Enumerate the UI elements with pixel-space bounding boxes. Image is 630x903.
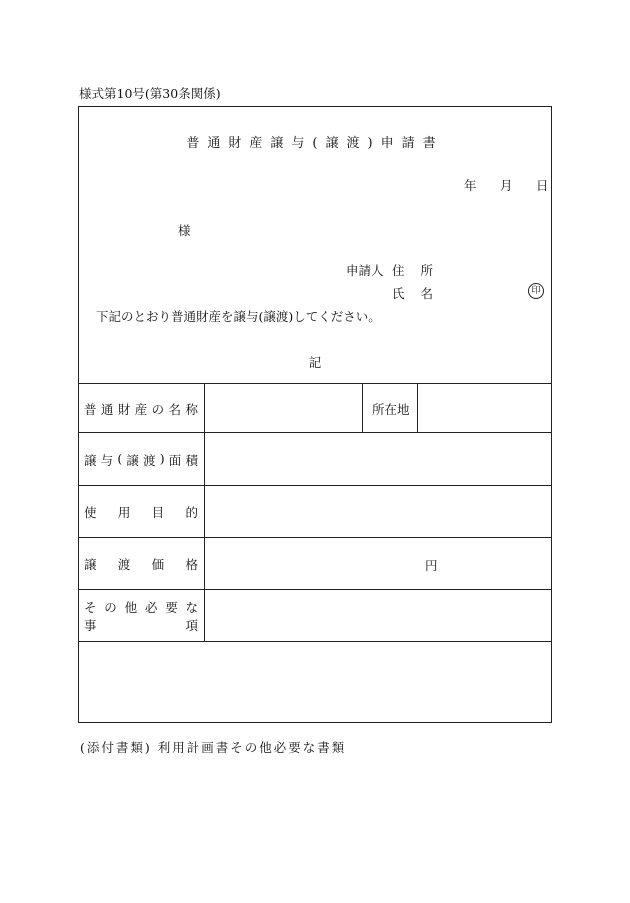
label-char: ( — [117, 451, 123, 466]
label-char: 渡 — [143, 453, 156, 468]
label-char: 財 — [117, 402, 131, 417]
date-day: 日 — [536, 178, 549, 193]
form-title — [0, 132, 630, 151]
label-char: 譲 — [84, 557, 97, 572]
label-char: そ — [84, 600, 97, 615]
form-number: 様式第10号(第30条関係) — [79, 86, 221, 101]
label-char: 産 — [134, 402, 148, 417]
table-col-divider — [204, 383, 205, 641]
label-char: な — [185, 600, 198, 615]
table-line-2 — [78, 432, 552, 433]
label-char: ) — [159, 451, 165, 466]
ki-heading: 記 — [308, 355, 322, 370]
addressee-suffix: 様 — [178, 223, 191, 238]
label-char: 要 — [165, 600, 178, 615]
other-label — [84, 598, 198, 634]
attachments-note: (添付書類) 利用計画書その他必要な書類 — [80, 740, 347, 755]
other-label-line2 — [84, 616, 198, 634]
table-line-3 — [78, 485, 552, 486]
form-title-text: 普通財産譲与(譲渡)申請書 — [186, 136, 444, 151]
label-char: 通 — [100, 402, 114, 417]
location-divider-left — [362, 383, 363, 432]
purpose-label — [84, 503, 198, 521]
price-label — [84, 555, 198, 573]
label-char: 他 — [124, 600, 138, 615]
name-label: 氏 名 — [392, 286, 439, 301]
price-unit: 円 — [425, 558, 438, 573]
location-divider-right — [417, 383, 418, 432]
label-char: 事 — [84, 618, 97, 633]
date-month: 月 — [500, 178, 513, 193]
label-char: の — [151, 402, 165, 417]
date-year: 年 — [464, 178, 477, 193]
label-char: 積 — [185, 453, 198, 468]
property-name-label — [84, 400, 198, 418]
label-char: 普 — [84, 402, 97, 417]
table-line-top — [78, 383, 552, 384]
request-text: 下記のとおり普通財産を譲与(譲渡)してください。 — [96, 309, 381, 324]
label-char: の — [104, 600, 117, 615]
label-char: 名 — [168, 402, 182, 417]
label-char: 面 — [168, 453, 182, 468]
applicant-label: 申請人 — [346, 263, 384, 278]
label-char: 用 — [117, 505, 131, 520]
label-char: 項 — [185, 618, 198, 633]
label-char: 必 — [144, 600, 158, 615]
label-char: 渡 — [117, 557, 131, 572]
label-char: 称 — [185, 402, 198, 417]
other-label-line1 — [84, 598, 198, 616]
label-char: 価 — [151, 557, 165, 572]
table-line-6 — [78, 641, 552, 642]
table-line-5 — [78, 589, 552, 590]
label-char: 目 — [151, 505, 165, 520]
address-label: 住 所 — [392, 263, 439, 278]
location-label: 所在地 — [372, 402, 410, 417]
label-char: 格 — [185, 557, 198, 572]
label-char: 与 — [100, 453, 114, 468]
seal-mark: 印 — [528, 283, 544, 299]
label-char: 使 — [84, 505, 97, 520]
label-char: 的 — [185, 505, 198, 520]
table-line-4 — [78, 537, 552, 538]
area-label — [84, 451, 198, 469]
label-char: 譲 — [84, 453, 97, 468]
label-char: 譲 — [126, 453, 139, 468]
